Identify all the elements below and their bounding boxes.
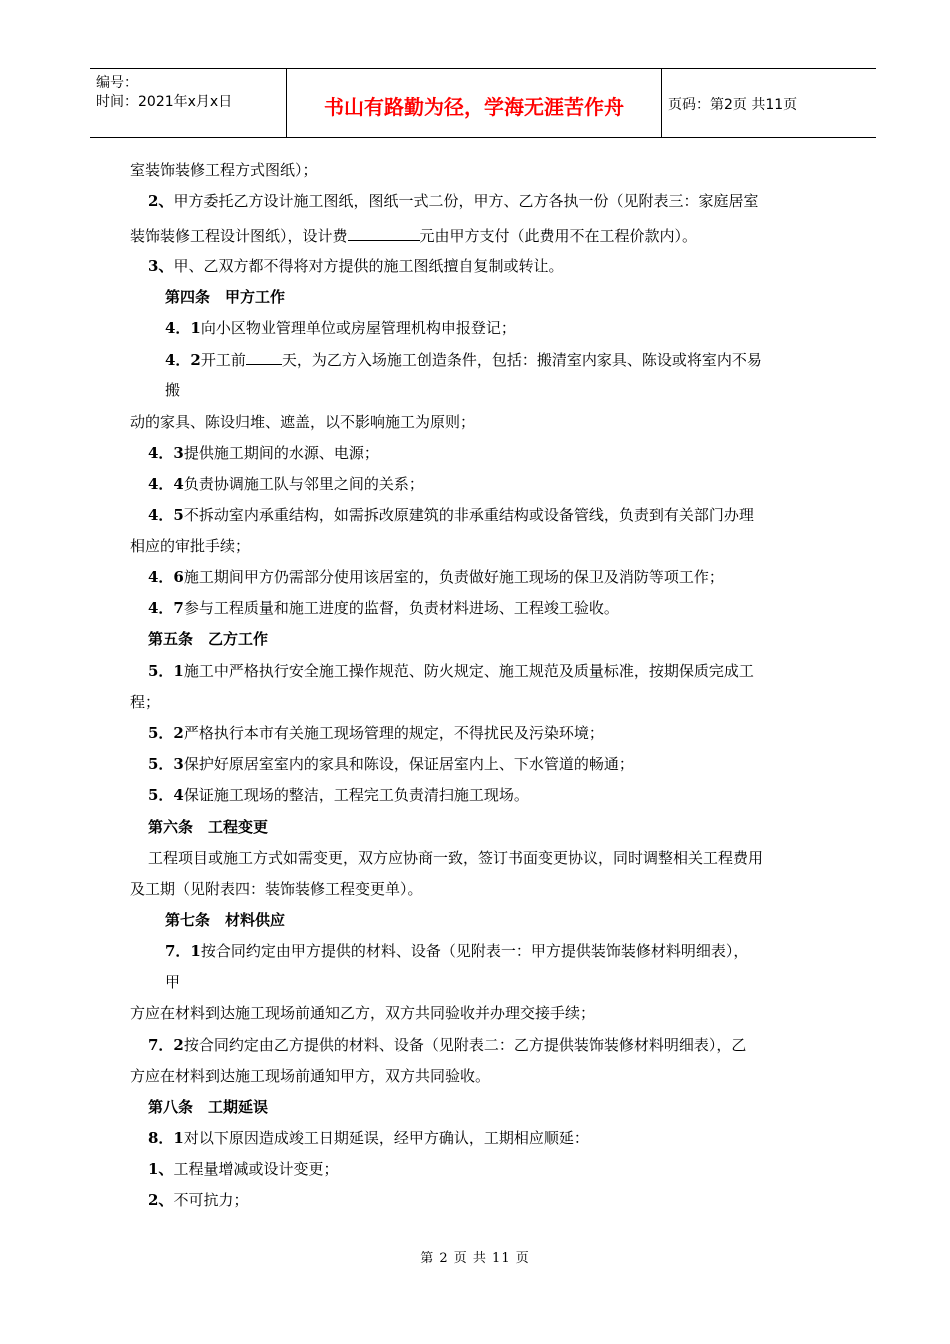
article-8-title: 第八条 工期延误 [148, 1098, 269, 1116]
clause-number: 4．5 [148, 506, 184, 524]
clause-text: 元由甲方支付（此费用不在工程价款内）。 [419, 227, 698, 245]
body-line: 及工期（见附表四：装饰装修工程变更单）。 [130, 880, 423, 898]
clause-text: 严格执行本市有关施工现场管理的规定，不得扰民及污染环境； [183, 724, 604, 742]
clause-text: 施工期间甲方仍需部分使用该居室的，负责做好施工现场的保卫及消防等项工作； [183, 568, 724, 586]
header-meta [90, 69, 286, 137]
clause-5-1 [148, 661, 754, 681]
clause-3-2 [148, 191, 758, 211]
clause-text: 装饰装修工程设计图纸），设计费 [130, 227, 348, 245]
body-line: 程； [130, 693, 161, 711]
page-header [90, 68, 876, 138]
clause-text: 保证施工现场的整洁，工程完工负责清扫施工现场。 [183, 786, 529, 804]
clause-text: 按合同约定由乙方提供的材料、设备（见附表二：乙方提供装饰装修材料明细表），乙 [183, 1036, 747, 1054]
clause-number: 4．2 [165, 351, 201, 369]
clause-text: 参与工程质量和施工进度的监督，负责材料进场、工程竣工验收。 [183, 599, 619, 617]
article-5-title: 第五条 乙方工作 [148, 630, 269, 648]
design-fee-blank [348, 225, 420, 241]
clause-4-2 [165, 349, 762, 370]
list-item [148, 1159, 338, 1179]
page-footer: 第 2 页 共 11 页 [420, 1251, 530, 1266]
clause-4-6 [148, 567, 724, 587]
clause-number: 2、 [148, 192, 174, 210]
clause-7-2 [148, 1035, 746, 1055]
clause-text: 保护好原居室室内的家具和陈设，保证居室内上、下水管道的畅通； [183, 755, 634, 773]
header-page-number: 页码：第2页 共11页 [668, 97, 798, 113]
clause-number: 5．2 [148, 724, 184, 742]
clause-5-4 [148, 785, 529, 805]
body-line: 方应在材料到达施工现场前通知乙方，双方共同验收并办理交接手续； [130, 1004, 596, 1022]
header-motto-cell [286, 69, 662, 137]
clause-text: 开工前 [200, 351, 246, 369]
clause-number: 4．1 [165, 319, 201, 337]
clause-text: 施工中严格执行安全施工操作规范、防火规定、施工规范及质量标准，按期保质完成工 [183, 662, 754, 680]
list-text: 不可抗力； [173, 1191, 249, 1209]
clause-text: 提供施工期间的水源、电源； [183, 444, 379, 462]
clause-number: 7．2 [148, 1036, 184, 1054]
clause-8-1 [148, 1128, 589, 1148]
list-text: 工程量增减或设计变更； [173, 1160, 339, 1178]
clause-5-2 [148, 723, 604, 743]
body-line: 工程项目或施工方式如需变更，双方应协商一致，签订书面变更协议，同时调整相关工程费用 [148, 849, 764, 867]
article-4-title: 第四条 甲方工作 [165, 288, 286, 306]
header-page-cell [660, 69, 876, 137]
clause-4-3 [148, 443, 379, 463]
clause-text: 甲、乙双方都不得将对方提供的施工图纸擅自复制或转让。 [173, 257, 564, 275]
clause-number: 5．4 [148, 786, 184, 804]
body-line: 搬 [165, 381, 181, 399]
article-7-title: 第七条 材料供应 [165, 911, 286, 929]
clause-number: 4．4 [148, 475, 184, 493]
list-number: 2、 [148, 1191, 174, 1209]
clause-number: 8．1 [148, 1129, 184, 1147]
clause-text: 甲方委托乙方设计施工图纸，图纸一式二份，甲方、乙方各执一份（见附表三：家庭居室 [173, 192, 759, 210]
clause-5-3 [148, 754, 634, 774]
clause-text: 天，为乙方入场施工创造条件，包括：搬清室内家具、陈设或将室内不易 [281, 351, 762, 369]
clause-3-3 [148, 256, 563, 276]
clause-4-1 [165, 318, 516, 338]
clause-number: 5．3 [148, 755, 184, 773]
clause-number: 5．1 [148, 662, 184, 680]
clause-text: 按合同约定由甲方提供的材料、设备（见附表一：甲方提供装饰装修材料明细表）， [200, 942, 749, 960]
header-motto: 书山有路勤为径，学海无涯苦作舟 [324, 95, 624, 119]
clause-text: 向小区物业管理单位或房屋管理机构申报登记； [200, 319, 516, 337]
body-line [130, 225, 697, 246]
clause-number: 3、 [148, 257, 174, 275]
clause-number: 4．3 [148, 444, 184, 462]
clause-number: 4．7 [148, 599, 184, 617]
list-item [148, 1190, 248, 1210]
body-line: 甲 [165, 973, 181, 991]
clause-number: 7．1 [165, 942, 201, 960]
document-code-label: 编号： [96, 75, 138, 91]
clause-text: 对以下原因造成竣工日期延误，经甲方确认，工期相应顺延： [183, 1129, 589, 1147]
body-line: 方应在材料到达施工现场前通知甲方，双方共同验收。 [130, 1067, 491, 1085]
clause-number: 4．6 [148, 568, 184, 586]
clause-4-5 [148, 505, 754, 525]
clause-4-4 [148, 474, 424, 494]
body-line: 动的家具、陈设归堆、遮盖，以不影响施工为原则； [130, 413, 476, 431]
clause-7-1 [165, 941, 748, 961]
body-line: 相应的审批手续； [130, 537, 251, 555]
body-line: 室装饰装修工程方式图纸）； [130, 161, 318, 179]
list-number: 1、 [148, 1160, 174, 1178]
clause-text: 负责协调施工队与邻里之间的关系； [183, 475, 424, 493]
clause-4-7 [148, 598, 619, 618]
clause-text: 不拆动室内承重结构，如需拆改原建筑的非承重结构或设备管线，负责到有关部门办理 [183, 506, 754, 524]
article-6-title: 第六条 工程变更 [148, 818, 269, 836]
days-blank [246, 349, 282, 365]
document-time-label: 时间：2021年x月x日 [96, 94, 233, 110]
